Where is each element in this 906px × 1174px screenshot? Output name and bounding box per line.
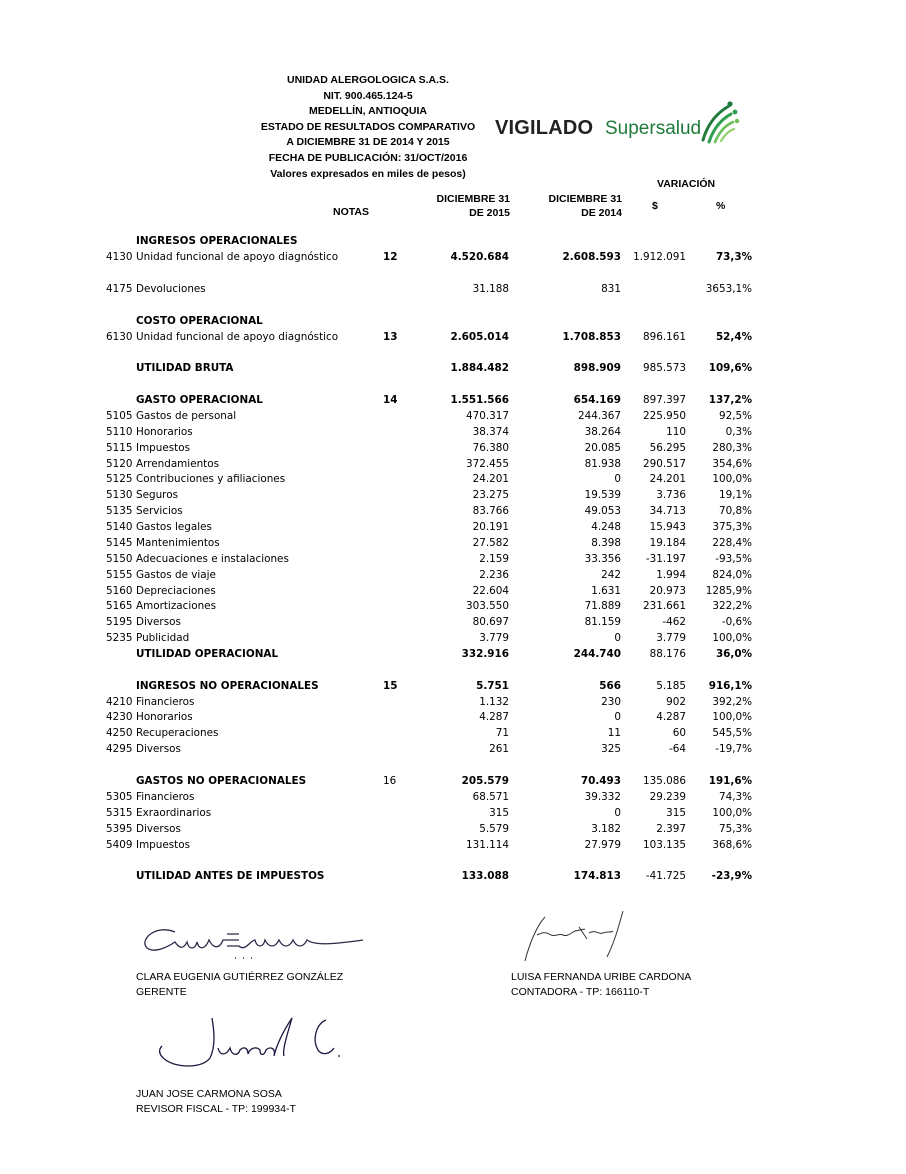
value-2015: 22.604 [472, 585, 509, 597]
account-code: 5115 [106, 442, 133, 454]
table-row [0, 424, 906, 440]
variation-abs: -31.197 [645, 553, 686, 565]
variation-pct: 392,2% [712, 696, 752, 708]
account-name: Financieros [136, 791, 195, 803]
account-code: 5145 [106, 537, 133, 549]
value-2015: 20.191 [472, 521, 509, 533]
account-code: 5165 [106, 600, 133, 612]
value-2015: 315 [489, 807, 509, 819]
variation-abs: 88.176 [649, 648, 686, 660]
table-row [0, 408, 906, 424]
value-2014: 244.367 [578, 410, 621, 422]
contadora-block [511, 970, 691, 1000]
value-2015: 80.697 [472, 616, 509, 628]
variation-abs: 60 [672, 727, 686, 739]
account-name: INGRESOS NO OPERACIONALES [136, 680, 319, 692]
variation-pct: 354,6% [712, 458, 752, 470]
table-row [0, 868, 906, 884]
table-row [0, 360, 906, 376]
account-name: UTILIDAD ANTES DE IMPUESTOS [136, 870, 325, 882]
contadora-signature-icon [515, 905, 635, 965]
variation-pct: 100,0% [712, 473, 752, 485]
account-code: 5195 [106, 616, 133, 628]
revisor-block [136, 1087, 296, 1117]
account-code: 5235 [106, 632, 133, 644]
table-row [0, 233, 906, 249]
table-row [0, 313, 906, 329]
variation-pct: 73,3% [715, 251, 752, 263]
value-2014: 2.608.593 [562, 251, 621, 263]
variation-pct: 75,3% [718, 823, 752, 835]
gerente-signature-icon [135, 918, 375, 966]
variation-pct: 191,6% [708, 775, 752, 787]
value-2014: 325 [601, 743, 621, 755]
value-2015: 205.579 [461, 775, 509, 787]
supersalud-text: Supersalud [605, 118, 702, 139]
table-row [0, 678, 906, 694]
account-name: Depreciaciones [136, 585, 216, 597]
statement-title: ESTADO DE RESULTADOS COMPARATIVO [260, 120, 476, 133]
revisor-role: REVISOR FISCAL - TP: 199934-T [136, 1103, 296, 1115]
value-2014: 11 [607, 727, 621, 739]
value-2015: 38.374 [472, 426, 509, 438]
account-name: Financieros [136, 696, 195, 708]
account-name: UTILIDAD OPERACIONAL [136, 648, 279, 660]
variation-pct: 824,0% [712, 569, 752, 581]
variation-abs: 135.086 [643, 775, 686, 787]
value-2015: 23.275 [472, 489, 509, 501]
document-header [228, 73, 508, 182]
value-2014: 0 [614, 632, 621, 644]
variation-abs: 34.713 [649, 505, 686, 517]
statement-period: A DICIEMBRE 31 DE 2014 Y 2015 [286, 136, 450, 149]
table-row [0, 471, 906, 487]
account-name: Gastos de personal [136, 410, 237, 422]
variation-abs: 3.779 [656, 632, 686, 644]
value-2015: 133.088 [461, 870, 509, 882]
variation-pct: 368,6% [712, 839, 752, 851]
table-row [0, 646, 906, 662]
variation-pct: -23,9% [711, 870, 752, 882]
value-2015: 31.188 [472, 283, 509, 295]
variation-abs: 110 [666, 426, 686, 438]
account-name: Adecuaciones e instalaciones [136, 553, 289, 565]
table-row [0, 598, 906, 614]
value-2014: 1.708.853 [562, 331, 621, 343]
note-ref: 16 [383, 775, 397, 787]
account-name: Diversos [136, 823, 181, 835]
note-ref: 12 [383, 251, 398, 263]
value-2015: 1.132 [479, 696, 509, 708]
note-ref: 14 [383, 394, 398, 406]
units-note: Valores expresados en miles de pesos) [270, 167, 466, 180]
account-code: 5395 [106, 823, 133, 835]
value-2015: 4.287 [479, 711, 509, 723]
account-code: 4230 [106, 711, 133, 723]
value-2015: 76.380 [472, 442, 509, 454]
value-2015: 27.582 [472, 537, 509, 549]
value-2015: 24.201 [472, 473, 509, 485]
value-2015: 5.751 [476, 680, 509, 692]
contadora-name: LUISA FERNANDA URIBE CARDONA [511, 971, 692, 983]
revisor-name: JUAN JOSE CARMONA SOSA [136, 1088, 282, 1100]
variation-abs: 897.397 [643, 394, 686, 406]
account-name: Publicidad [136, 632, 190, 644]
value-2015: 1.551.566 [450, 394, 509, 406]
variation-pct: 109,6% [708, 362, 752, 374]
table-row [0, 440, 906, 456]
value-2015: 303.550 [466, 600, 509, 612]
value-2015: 261 [489, 743, 509, 755]
account-code: 5155 [106, 569, 133, 581]
value-2015: 2.159 [479, 553, 509, 565]
column-notas: NOTAS [333, 206, 369, 218]
variation-pct: -19,7% [715, 743, 752, 755]
value-2014: 4.248 [591, 521, 621, 533]
account-code: 4250 [106, 727, 133, 739]
publication-date: FECHA DE PUBLICACIÓN: 31/OCT/2016 [268, 151, 468, 164]
account-code: 5140 [106, 521, 133, 533]
variation-pct: 322,2% [712, 600, 752, 612]
variation-pct: -93,5% [715, 553, 752, 565]
variation-abs: 15.943 [649, 521, 686, 533]
value-2014: 244.740 [573, 648, 621, 660]
account-code: 6130 [106, 331, 133, 343]
account-code: 4295 [106, 743, 133, 755]
account-code: 5135 [106, 505, 133, 517]
account-name: Recuperaciones [136, 727, 219, 739]
company-name: UNIDAD ALERGOLOGICA S.A.S. [287, 74, 449, 86]
account-name: Impuestos [136, 839, 191, 851]
value-2015: 332.916 [461, 648, 509, 660]
account-name: Diversos [136, 616, 181, 628]
variation-abs: -64 [669, 743, 686, 755]
account-name: GASTOS NO OPERACIONALES [136, 775, 307, 787]
account-name: Arrendamientos [136, 458, 220, 470]
variation-pct: 100,0% [712, 807, 752, 819]
variation-pct: 375,3% [712, 521, 752, 533]
account-code: 4210 [106, 696, 133, 708]
gerente-block [136, 970, 343, 1000]
table-row [0, 392, 906, 408]
value-2014: 654.169 [573, 394, 621, 406]
account-name: Amortizaciones [136, 600, 216, 612]
column-variacion-pct: % [716, 200, 726, 212]
value-2014: 0 [614, 807, 621, 819]
note-ref: 15 [383, 680, 398, 692]
variation-abs: 1.912.091 [633, 251, 686, 263]
table-row [0, 456, 906, 472]
company-city: MEDELLÍN, ANTIOQUIA [308, 105, 428, 118]
variation-abs: 902 [666, 696, 686, 708]
variation-pct: 36,0% [715, 648, 752, 660]
variation-pct: 137,2% [708, 394, 752, 406]
value-2014: 242 [601, 569, 621, 581]
company-nit: NIT. 900.465.124-5 [323, 89, 413, 102]
value-2015: 2.236 [479, 569, 509, 581]
value-2014: 230 [601, 696, 621, 708]
value-2014: 3.182 [591, 823, 621, 835]
value-2015: 3.779 [479, 632, 509, 644]
value-2014: 38.264 [584, 426, 621, 438]
table-row [0, 535, 906, 551]
table-row [0, 773, 906, 789]
table-row [0, 837, 906, 853]
table-row [0, 821, 906, 837]
variation-pct: 19,1% [718, 489, 752, 501]
table-row [0, 789, 906, 805]
variation-pct: 52,4% [715, 331, 752, 343]
table-row [0, 614, 906, 630]
value-2014: 71.889 [584, 600, 621, 612]
account-code: 5160 [106, 585, 133, 597]
supersalud-swoosh-icon [693, 100, 741, 146]
account-name: Devoluciones [136, 283, 206, 295]
revisor-signature-icon [152, 1010, 352, 1072]
value-2015: 372.455 [466, 458, 509, 470]
value-2015: 131.114 [466, 839, 509, 851]
account-name: Seguros [136, 489, 178, 501]
gerente-name: CLARA EUGENIA GUTIÉRREZ GONZÁLEZ [136, 971, 344, 983]
column-variacion-abs: $ [652, 200, 658, 212]
variation-abs: 3.736 [656, 489, 686, 501]
account-code: 5315 [106, 807, 133, 819]
value-2015: 71 [495, 727, 509, 739]
table-row [0, 583, 906, 599]
variation-abs: 20.973 [649, 585, 686, 597]
account-name: Unidad funcional de apoyo diagnóstico [136, 331, 339, 343]
variation-pct: 0,3% [725, 426, 752, 438]
variation-abs: 231.661 [643, 600, 686, 612]
account-code: 5305 [106, 791, 133, 803]
variation-pct: 74,3% [718, 791, 752, 803]
account-name: GASTO OPERACIONAL [136, 394, 263, 406]
column-variacion: VARIACIÓN [657, 178, 716, 190]
variation-pct: 545,5% [712, 727, 752, 739]
variation-abs: 19.184 [649, 537, 686, 549]
variation-abs: -41.725 [645, 870, 686, 882]
account-code: 4175 [106, 283, 133, 295]
value-2014: 0 [614, 711, 621, 723]
variation-abs: 1.994 [656, 569, 686, 581]
note-ref: 13 [383, 331, 398, 343]
account-name: Servicios [136, 505, 183, 517]
table-row [0, 329, 906, 345]
account-name: INGRESOS OPERACIONALES [136, 235, 298, 247]
value-2015: 83.766 [472, 505, 509, 517]
value-2014: 19.539 [584, 489, 621, 501]
variation-pct: 100,0% [712, 632, 752, 644]
account-name: Exraordinarios [136, 807, 212, 819]
table-row [0, 805, 906, 821]
value-2014: 831 [601, 283, 621, 295]
variation-abs: 896.161 [643, 331, 686, 343]
value-2014: 33.356 [584, 553, 621, 565]
value-2015: 2.605.014 [450, 331, 509, 343]
table-row [0, 487, 906, 503]
variation-abs: -462 [662, 616, 686, 628]
variation-pct: 100,0% [712, 711, 752, 723]
variation-abs: 29.239 [649, 791, 686, 803]
column-2015: DICIEMBRE 31 DE 2015 [436, 193, 510, 219]
value-2014: 1.631 [591, 585, 621, 597]
value-2014: 8.398 [591, 537, 621, 549]
account-name: Contribuciones y afiliaciones [136, 473, 286, 485]
variation-abs: 2.397 [656, 823, 686, 835]
table-row [0, 503, 906, 519]
variation-pct: 916,1% [708, 680, 752, 692]
account-name: COSTO OPERACIONAL [136, 315, 263, 327]
value-2015: 470.317 [466, 410, 509, 422]
variation-abs: 4.287 [656, 711, 686, 723]
table-row [0, 694, 906, 710]
account-code: 5110 [106, 426, 133, 438]
variation-pct: 228,4% [712, 537, 752, 549]
value-2014: 81.159 [584, 616, 621, 628]
value-2015: 4.520.684 [450, 251, 509, 263]
table-row [0, 567, 906, 583]
account-name: Diversos [136, 743, 181, 755]
table-row [0, 551, 906, 567]
vigilado-text: VIGILADO [495, 117, 594, 139]
table-row [0, 741, 906, 757]
value-2015: 68.571 [472, 791, 509, 803]
table-row [0, 249, 906, 265]
value-2014: 70.493 [580, 775, 621, 787]
variation-pct: -0,6% [721, 616, 752, 628]
variation-pct: 92,5% [718, 410, 752, 422]
account-name: Gastos de viaje [136, 569, 216, 581]
account-name: Honorarios [136, 711, 193, 723]
variation-abs: 985.573 [643, 362, 686, 374]
variation-pct: 70,8% [718, 505, 752, 517]
account-name: Impuestos [136, 442, 191, 454]
value-2014: 0 [614, 473, 621, 485]
variation-abs: 290.517 [643, 458, 686, 470]
account-name: Honorarios [136, 426, 193, 438]
contadora-role: CONTADORA - TP: 166110-T [511, 986, 650, 998]
account-code: 5409 [106, 839, 133, 851]
variation-pct: 1285,9% [705, 585, 752, 597]
value-2014: 20.085 [584, 442, 621, 454]
account-name: Gastos legales [136, 521, 212, 533]
value-2014: 898.909 [573, 362, 621, 374]
table-row [0, 281, 906, 297]
value-2014: 174.813 [573, 870, 621, 882]
variation-abs: 5.185 [656, 680, 686, 692]
account-code: 5120 [106, 458, 133, 470]
variation-abs: 225.950 [643, 410, 686, 422]
variation-pct: 3653,1% [705, 283, 752, 295]
account-name: Unidad funcional de apoyo diagnóstico [136, 251, 339, 263]
table-row [0, 725, 906, 741]
variation-abs: 103.135 [643, 839, 686, 851]
variation-abs: 24.201 [649, 473, 686, 485]
account-code: 5150 [106, 553, 133, 565]
value-2014: 49.053 [584, 505, 621, 517]
account-name: UTILIDAD BRUTA [136, 362, 234, 374]
account-code: 5130 [106, 489, 133, 501]
value-2014: 81.938 [584, 458, 621, 470]
variation-abs: 56.295 [649, 442, 686, 454]
account-code: 5125 [106, 473, 133, 485]
table-row [0, 630, 906, 646]
column-2014: DICIEMBRE 31 DE 2014 [548, 193, 622, 219]
value-2014: 27.979 [584, 839, 621, 851]
value-2015: 1.884.482 [450, 362, 509, 374]
account-code: 4130 [106, 251, 133, 263]
account-code: 5105 [106, 410, 133, 422]
value-2014: 566 [599, 680, 621, 692]
table-row [0, 709, 906, 725]
value-2015: 5.579 [479, 823, 509, 835]
table-row [0, 519, 906, 535]
value-2014: 39.332 [584, 791, 621, 803]
gerente-role: GERENTE [136, 986, 187, 998]
vigilado-supersalud-logo [495, 100, 745, 150]
account-name: Mantenimientos [136, 537, 220, 549]
variation-pct: 280,3% [712, 442, 752, 454]
variation-abs: 315 [666, 807, 686, 819]
